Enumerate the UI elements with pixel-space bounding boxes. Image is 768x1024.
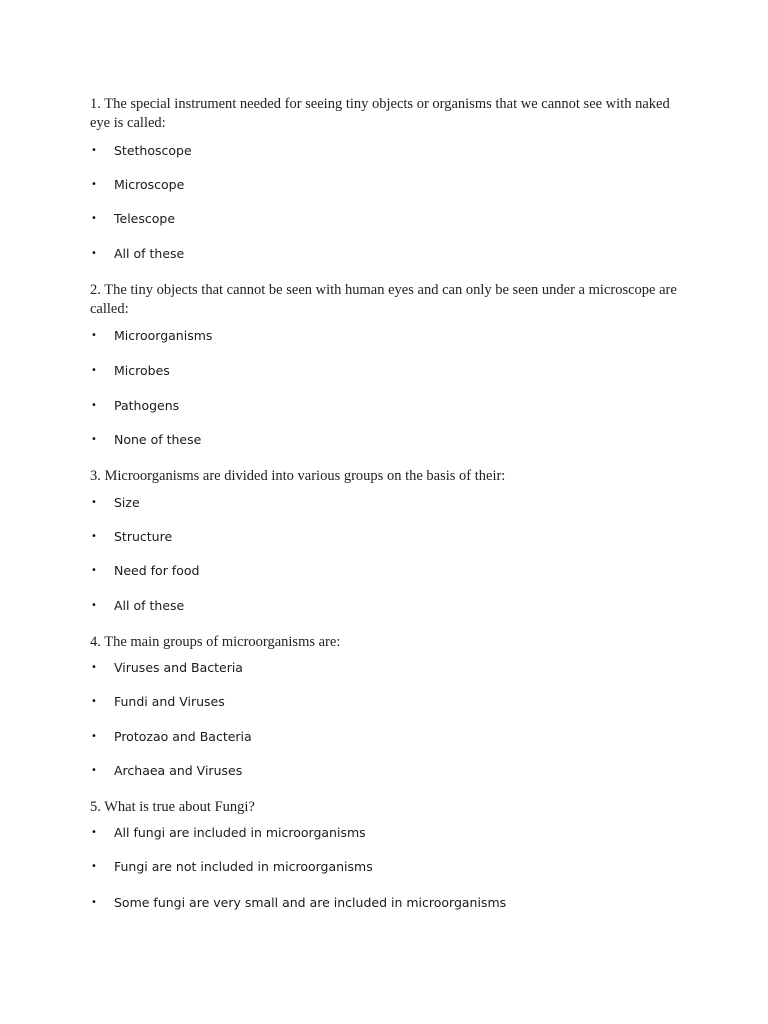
bullet-icon: • [91,330,97,341]
option-label: Fundi and Viruses [114,694,225,709]
option-label: None of these [114,432,202,447]
option-label: All fungi are included in microorganisms [114,825,366,840]
question-3: 3. Microorganisms are divided into various groups on the basis of their: [90,468,506,484]
bullet-icon: • [91,696,97,707]
bullet-icon: • [91,861,97,872]
bullet-icon: • [91,213,97,224]
bullet-icon: • [91,600,97,611]
bullet-icon: • [91,662,97,673]
bullet-icon: • [91,765,97,776]
bullet-icon: • [91,400,97,411]
bullet-icon: • [91,248,97,259]
option-label: Structure [114,529,173,544]
option-label: Microorganisms [114,328,213,343]
option-label: Pathogens [114,398,180,413]
bullet-icon: • [91,434,97,445]
bullet-icon: • [91,827,97,838]
option-label: Some fungi are very small and are included in microorganisms [114,895,507,910]
bullet-icon: • [91,497,97,508]
option-label: Fungi are not included in microorganisms [114,859,373,874]
bullet-icon: • [91,365,97,376]
question-1: 1. The special instrument needed for seeing tiny objects or organisms that we cannot see with naked eye is called: [90,96,670,131]
bullet-icon: • [91,731,97,742]
option-label: Telescope [114,211,176,226]
question-2: 2. The tiny objects that cannot be seen with human eyes and can only be seen under a microscope are called: [90,282,677,317]
option-label: Microscope [114,177,185,192]
option-label: All of these [114,598,185,613]
option-label: Size [114,495,140,510]
option-label: Viruses and Bacteria [114,660,243,675]
bullet-icon: • [91,531,97,542]
bullet-icon: • [91,897,97,908]
bullet-icon: • [91,565,97,576]
option-label: Need for food [114,563,200,578]
option-label: Stethoscope [114,143,192,158]
question-4: 4. The main groups of microorganisms are: [90,634,341,650]
option-label: Microbes [114,363,170,378]
question-5: 5. What is true about Fungi? [90,799,255,815]
option-label: Archaea and Viruses [114,763,243,778]
bullet-icon: • [91,179,97,190]
bullet-icon: • [91,145,97,156]
option-label: All of these [114,246,185,261]
option-label: Protozao and Bacteria [114,729,252,744]
